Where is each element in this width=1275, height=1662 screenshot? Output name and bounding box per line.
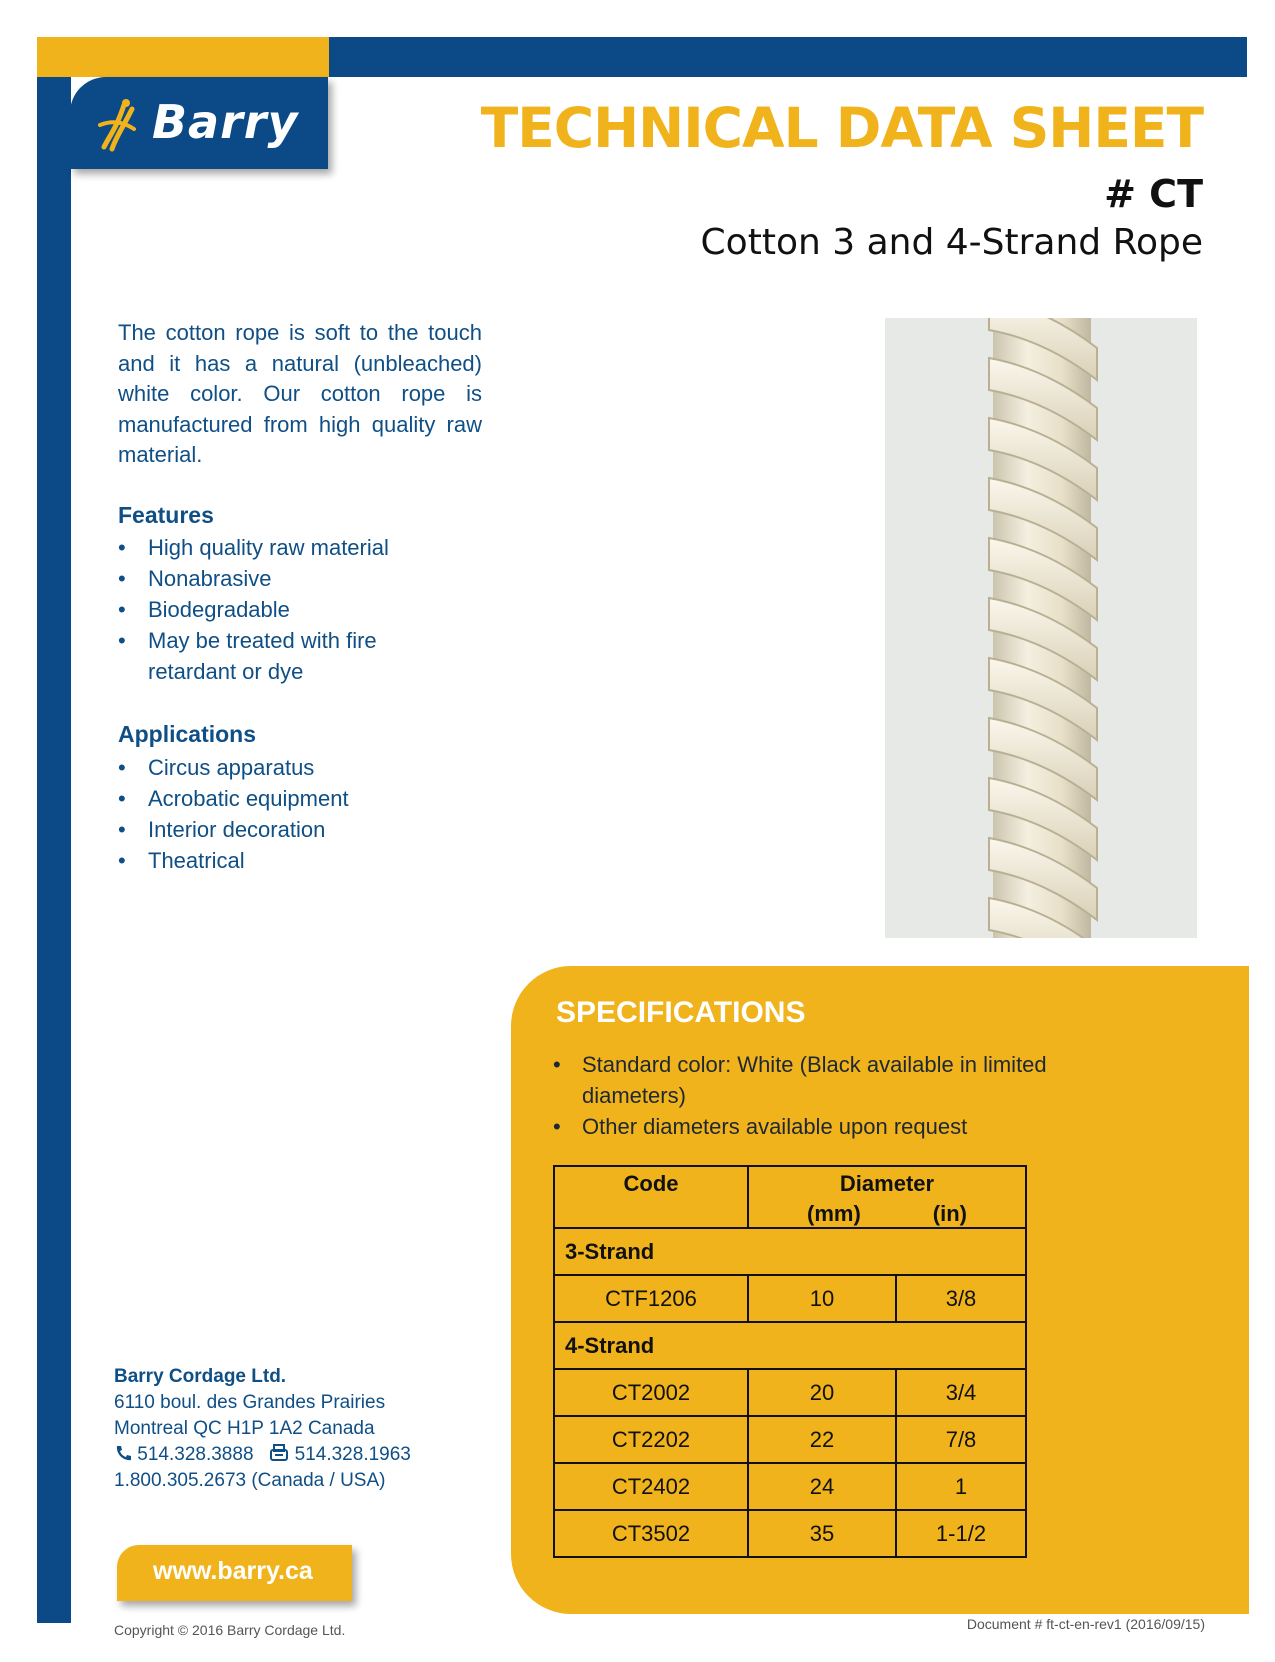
group-label: 4-Strand [554, 1322, 1026, 1369]
website-tab[interactable] [117, 1545, 352, 1601]
table-header-row [554, 1166, 1026, 1228]
intro-text: The cotton rope is soft to the touch and it has a natural (unbleached) white color. Our cotton rope is manufactured from high quality raw material. [118, 320, 482, 467]
rope-image [885, 318, 1197, 938]
in-cell: 1 [896, 1463, 1026, 1510]
website-link[interactable]: www.barry.ca [153, 1557, 313, 1585]
table-row [554, 1369, 1026, 1416]
in-cell: 3/4 [896, 1369, 1026, 1416]
diameter-label: Diameter [839, 1171, 935, 1196]
table-row [554, 1510, 1026, 1557]
address-line-2: Montreal QC H1P 1A2 Canada [114, 1418, 375, 1439]
list-item: • Nonabrasive [118, 563, 448, 594]
list-item: • Standard color: White (Black available in limited diameters) [553, 1049, 1053, 1111]
in-cell: 3/8 [896, 1275, 1026, 1322]
toll-free-number[interactable]: 1.800.305.2673 (Canada / USA) [114, 1470, 386, 1491]
column-header-diameter [748, 1166, 1026, 1228]
list-item: • Interior decoration [118, 814, 448, 845]
list-item: • Theatrical [118, 845, 448, 876]
mm-cell: 10 [748, 1275, 896, 1322]
specifications-heading: SPECIFICATIONS [556, 996, 806, 1029]
specifications-list [553, 1049, 1053, 1142]
fax-icon [269, 1444, 289, 1462]
applications-heading: Applications [118, 721, 257, 747]
mm-cell: 22 [748, 1416, 896, 1463]
column-header-mm: (mm) [807, 1201, 861, 1226]
list-item: • Biodegradable [118, 594, 448, 625]
left-bar [37, 37, 71, 1623]
product-name: Cotton 3 and 4-Strand Rope [700, 222, 1203, 263]
column-header-in: (in) [932, 1201, 967, 1226]
specifications-table [553, 1165, 1027, 1558]
code-cell: CT2002 [554, 1369, 748, 1416]
logo [70, 77, 328, 169]
group-label: 3-Strand [554, 1228, 1026, 1275]
table-row [554, 1275, 1026, 1322]
table-row [554, 1416, 1026, 1463]
fax-number: 514.328.1963 [294, 1444, 411, 1465]
list-item: • High quality raw material [118, 532, 448, 563]
in-cell: 7/8 [896, 1416, 1026, 1463]
company-name: Barry Cordage Ltd. [114, 1366, 287, 1387]
product-code: # CT [1104, 172, 1203, 216]
code-cell: CT3502 [554, 1510, 748, 1557]
phone-icon [114, 1444, 132, 1462]
code-cell: CT2202 [554, 1416, 748, 1463]
features-list [118, 532, 448, 687]
table-row [554, 1463, 1026, 1510]
top-accent [37, 37, 329, 77]
features-heading: Features [118, 502, 214, 528]
list-item: • Circus apparatus [118, 752, 448, 783]
group-row [554, 1228, 1026, 1275]
logo-text: Barry [152, 95, 299, 149]
copyright: Copyright © 2016 Barry Cordage Ltd. [114, 1622, 346, 1638]
code-cell: CTF1206 [554, 1275, 748, 1322]
in-cell: 1-1/2 [896, 1510, 1026, 1557]
phone-number[interactable]: 514.328.3888 [137, 1444, 254, 1465]
mm-cell: 35 [748, 1510, 896, 1557]
list-item: • Other diameters available upon request [553, 1111, 1053, 1142]
applications-list [118, 752, 448, 876]
code-cell: CT2402 [554, 1463, 748, 1510]
mm-cell: 20 [748, 1369, 896, 1416]
list-item: • May be treated with fire retardant or dye [118, 625, 448, 687]
page-title: TECHNICAL DATA SHEET [480, 96, 1203, 160]
rope-photo [885, 318, 1197, 938]
address-line-1: 6110 boul. des Grandes Prairies [114, 1392, 386, 1413]
document-number: Document # ft-ct-en-rev1 (2016/09/15) [966, 1616, 1205, 1632]
rope-knot-icon [98, 95, 138, 155]
column-header-code: Code [554, 1166, 748, 1228]
list-item: • Acrobatic equipment [118, 783, 448, 814]
phone-line [114, 1444, 411, 1466]
mm-cell: 24 [748, 1463, 896, 1510]
group-row [554, 1322, 1026, 1369]
